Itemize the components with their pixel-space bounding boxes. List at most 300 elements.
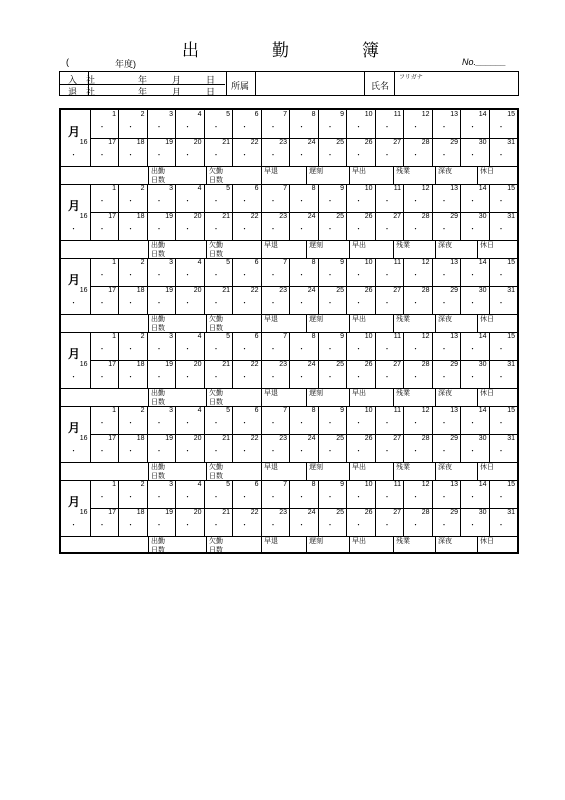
time-dot: ・ (98, 346, 106, 353)
day-number: 15 (507, 481, 515, 488)
grid-line (306, 388, 307, 406)
time-dot: ・ (440, 374, 448, 381)
time-dot: ・ (440, 448, 448, 455)
day-number: 5 (226, 481, 230, 488)
time-dot: ・ (497, 374, 505, 381)
day-number: 21 (222, 287, 230, 294)
time-dot: ・ (326, 448, 334, 455)
join-month-unit: 月 (172, 75, 182, 85)
time-dot: ・ (298, 522, 305, 529)
month-block (61, 332, 517, 406)
grid-line (477, 462, 478, 480)
header-divider (226, 72, 227, 95)
day-number: 24 (307, 509, 316, 516)
day-number: 21 (222, 213, 230, 220)
time-dot: ・ (440, 152, 448, 159)
grid-line (148, 388, 149, 406)
day-number: 22 (250, 139, 259, 146)
day-number: 15 (507, 185, 515, 192)
grid-line (261, 462, 262, 480)
day-number: 14 (478, 481, 487, 488)
time-dot: ・ (98, 272, 106, 279)
day-number: 11 (393, 259, 401, 266)
time-dot: ・ (155, 300, 163, 307)
time-dot: ・ (412, 300, 419, 307)
day-number: 11 (393, 407, 401, 414)
time-dot: ・ (155, 124, 163, 131)
time-dot: ・ (497, 420, 505, 427)
day-number: 3 (169, 407, 173, 414)
time-dot: ・ (98, 448, 106, 455)
day-number: 7 (283, 481, 287, 488)
year-open-paren: ( (66, 57, 69, 67)
time-dot: ・ (184, 374, 191, 381)
total-label: 深夜 (438, 242, 452, 249)
day-number: 2 (140, 407, 145, 414)
total-label: 休日 (480, 242, 494, 249)
time-dot: ・ (412, 522, 419, 529)
time-dot: ・ (155, 198, 163, 205)
grid-line (393, 388, 394, 406)
day-number: 8 (311, 111, 316, 118)
leave-month-unit: 月 (172, 87, 182, 97)
day-number: 31 (507, 287, 515, 294)
time-dot: ・ (440, 226, 448, 233)
time-dot: ・ (269, 494, 277, 501)
day-number: 13 (450, 481, 458, 488)
total-label: 遅刻 (309, 242, 323, 249)
total-label: 休日 (480, 390, 494, 397)
day-number: 16 (79, 435, 88, 442)
time-dot: ・ (383, 226, 391, 233)
time-dot: ・ (155, 494, 163, 501)
join-day-unit: 日 (206, 75, 216, 85)
time-dot: ・ (70, 152, 77, 159)
time-dot: ・ (298, 152, 305, 159)
time-dot: ・ (241, 300, 248, 307)
month-label: 月 (68, 347, 81, 361)
year-label: 年度) (115, 59, 136, 69)
time-dot: ・ (469, 374, 476, 381)
day-number: 11 (393, 185, 401, 192)
day-number: 16 (79, 361, 88, 368)
time-dot: ・ (355, 374, 362, 381)
time-dot: ・ (355, 300, 362, 307)
time-dot: ・ (241, 152, 248, 159)
day-number: 14 (478, 259, 487, 266)
time-dot: ・ (355, 124, 362, 131)
day-number: 26 (364, 435, 373, 442)
day-number: 28 (421, 139, 430, 146)
day-number: 24 (307, 213, 316, 220)
day-number: 6 (254, 481, 259, 488)
time-dot: ・ (383, 152, 391, 159)
time-dot: ・ (70, 226, 77, 233)
day-number: 25 (336, 139, 344, 146)
grid-line (477, 314, 478, 332)
day-number: 2 (140, 333, 145, 340)
time-dot: ・ (269, 448, 277, 455)
total-label: 休日 (480, 168, 494, 175)
day-number: 19 (165, 509, 173, 516)
grid-line (477, 388, 478, 406)
time-dot: ・ (70, 300, 77, 307)
day-number: 13 (450, 111, 458, 118)
day-number: 29 (450, 509, 458, 516)
total-label: 休日 (480, 538, 494, 545)
total-label: 深夜 (438, 390, 452, 397)
total-label: 深夜 (438, 464, 452, 471)
time-dot: ・ (497, 448, 505, 455)
time-dot: ・ (497, 346, 505, 353)
time-dot: ・ (269, 226, 277, 233)
day-number: 31 (507, 435, 515, 442)
month-block (61, 110, 517, 184)
time-dot: ・ (412, 374, 419, 381)
time-dot: ・ (440, 300, 448, 307)
time-dot: ・ (184, 494, 191, 501)
leave-year-unit: 年 (138, 87, 148, 97)
day-number: 1 (112, 111, 116, 118)
total-label: 早出 (352, 168, 366, 175)
time-dot: ・ (355, 198, 362, 205)
total-label: 遅刻 (309, 316, 323, 323)
time-dot: ・ (241, 346, 248, 353)
day-number: 3 (169, 185, 173, 192)
day-number: 12 (421, 111, 430, 118)
total-label: 残業 (396, 242, 410, 249)
day-number: 30 (478, 213, 487, 220)
day-number: 5 (226, 111, 230, 118)
grid-line (349, 166, 350, 184)
time-dot: ・ (155, 374, 163, 381)
time-dot: ・ (469, 494, 476, 501)
day-number: 9 (340, 259, 344, 266)
time-dot: ・ (326, 272, 334, 279)
time-dot: ・ (127, 522, 134, 529)
day-number: 7 (283, 407, 287, 414)
day-number: 19 (165, 213, 173, 220)
time-dot: ・ (184, 152, 191, 159)
day-number: 12 (421, 185, 430, 192)
time-dot: ・ (212, 346, 220, 353)
total-label: 残業 (396, 390, 410, 397)
day-number: 21 (222, 139, 230, 146)
day-number: 16 (79, 139, 88, 146)
day-number: 23 (279, 435, 287, 442)
day-number: 27 (393, 361, 401, 368)
time-dot: ・ (70, 448, 77, 455)
attendance-grid (59, 108, 519, 554)
day-number: 6 (254, 259, 259, 266)
time-dot: ・ (241, 226, 248, 233)
day-number: 6 (254, 333, 259, 340)
leave-day-unit: 日 (206, 87, 216, 97)
name-label: 氏名 (371, 81, 390, 91)
grid-line (477, 240, 478, 258)
day-number: 23 (279, 361, 287, 368)
day-number: 1 (112, 185, 116, 192)
time-dot: ・ (497, 300, 505, 307)
day-number: 12 (421, 333, 430, 340)
day-number: 17 (108, 361, 116, 368)
time-dot: ・ (155, 226, 163, 233)
time-dot: ・ (212, 420, 220, 427)
day-number: 23 (279, 287, 287, 294)
grid-line (349, 536, 350, 554)
day-number: 14 (478, 333, 487, 340)
month-block (61, 406, 517, 480)
month-block (61, 480, 517, 554)
day-number: 19 (165, 287, 173, 294)
day-number: 17 (108, 139, 116, 146)
time-dot: ・ (269, 300, 277, 307)
day-number: 8 (311, 259, 316, 266)
time-dot: ・ (326, 420, 334, 427)
time-dot: ・ (98, 226, 106, 233)
day-number: 4 (197, 259, 202, 266)
time-dot: ・ (497, 272, 505, 279)
page-title: 出 勤 簿 (182, 41, 407, 60)
day-number: 3 (169, 111, 173, 118)
time-dot: ・ (298, 226, 305, 233)
document-number: No.______ (462, 57, 507, 67)
day-number: 10 (364, 185, 373, 192)
total-label: 早退 (264, 168, 278, 175)
grid-line (435, 314, 436, 332)
day-number: 4 (197, 333, 202, 340)
day-number: 24 (307, 139, 316, 146)
day-number: 26 (364, 139, 373, 146)
time-dot: ・ (440, 272, 448, 279)
day-number: 21 (222, 361, 230, 368)
time-dot: ・ (355, 272, 362, 279)
grid-line (148, 240, 149, 258)
time-dot: ・ (212, 152, 220, 159)
time-dot: ・ (383, 494, 391, 501)
grid-line (148, 314, 149, 332)
day-number: 29 (450, 287, 458, 294)
day-number: 23 (279, 213, 287, 220)
day-number: 2 (140, 111, 145, 118)
day-number: 28 (421, 509, 430, 516)
grid-line (393, 240, 394, 258)
time-dot: ・ (269, 272, 277, 279)
day-number: 31 (507, 139, 515, 146)
grid-line (435, 166, 436, 184)
day-number: 20 (193, 509, 202, 516)
total-label: 出勤 日数 (151, 464, 165, 480)
total-label: 欠勤 日数 (209, 538, 223, 554)
time-dot: ・ (412, 272, 419, 279)
day-number: 21 (222, 509, 230, 516)
time-dot: ・ (412, 124, 419, 131)
time-dot: ・ (127, 300, 134, 307)
time-dot: ・ (269, 420, 277, 427)
grid-line (435, 240, 436, 258)
day-number: 5 (226, 185, 230, 192)
header-divider (364, 72, 365, 95)
day-number: 31 (507, 361, 515, 368)
day-number: 12 (421, 481, 430, 488)
grid-line (306, 166, 307, 184)
time-dot: ・ (298, 198, 305, 205)
grid-line (148, 166, 149, 184)
day-number: 31 (507, 509, 515, 516)
month-label: 月 (68, 495, 81, 509)
day-number: 21 (222, 435, 230, 442)
time-dot: ・ (184, 522, 191, 529)
grid-line (349, 314, 350, 332)
time-dot: ・ (269, 522, 277, 529)
time-dot: ・ (98, 152, 106, 159)
time-dot: ・ (241, 448, 248, 455)
join-year-unit: 年 (138, 75, 148, 85)
time-dot: ・ (155, 522, 163, 529)
time-dot: ・ (497, 198, 505, 205)
time-dot: ・ (212, 226, 220, 233)
time-dot: ・ (98, 124, 106, 131)
day-number: 8 (311, 407, 316, 414)
time-dot: ・ (440, 494, 448, 501)
time-dot: ・ (469, 152, 476, 159)
time-dot: ・ (355, 152, 362, 159)
time-dot: ・ (355, 494, 362, 501)
time-dot: ・ (440, 198, 448, 205)
grid-line (206, 388, 207, 406)
day-number: 1 (112, 407, 116, 414)
time-dot: ・ (383, 300, 391, 307)
total-label: 出勤 日数 (151, 168, 165, 184)
total-label: 欠勤 日数 (209, 316, 223, 332)
grid-line (306, 240, 307, 258)
day-number: 24 (307, 435, 316, 442)
time-dot: ・ (469, 300, 476, 307)
time-dot: ・ (70, 522, 77, 529)
day-number: 5 (226, 407, 230, 414)
grid-line (206, 240, 207, 258)
time-dot: ・ (355, 420, 362, 427)
time-dot: ・ (155, 448, 163, 455)
day-number: 30 (478, 287, 487, 294)
total-label: 遅刻 (309, 390, 323, 397)
time-dot: ・ (412, 198, 419, 205)
day-number: 3 (169, 481, 173, 488)
grid-line (306, 314, 307, 332)
day-number: 13 (450, 333, 458, 340)
time-dot: ・ (184, 300, 191, 307)
grid-line (435, 462, 436, 480)
time-dot: ・ (383, 374, 391, 381)
grid-line (261, 240, 262, 258)
leave-label: 退 社 (68, 87, 96, 97)
day-number: 24 (307, 361, 316, 368)
time-dot: ・ (298, 300, 305, 307)
day-number: 4 (197, 407, 202, 414)
day-number: 14 (478, 185, 487, 192)
time-dot: ・ (412, 420, 419, 427)
time-dot: ・ (469, 522, 476, 529)
day-number: 10 (364, 333, 373, 340)
day-number: 10 (364, 111, 373, 118)
total-label: 残業 (396, 168, 410, 175)
time-dot: ・ (383, 346, 391, 353)
time-dot: ・ (469, 226, 476, 233)
time-dot: ・ (269, 346, 277, 353)
day-number: 25 (336, 287, 344, 294)
day-number: 1 (112, 481, 116, 488)
time-dot: ・ (241, 420, 248, 427)
day-number: 23 (279, 509, 287, 516)
time-dot: ・ (184, 346, 191, 353)
time-dot: ・ (127, 420, 134, 427)
day-number: 28 (421, 361, 430, 368)
total-label: 早出 (352, 390, 366, 397)
time-dot: ・ (127, 448, 134, 455)
total-label: 残業 (396, 464, 410, 471)
time-dot: ・ (469, 272, 476, 279)
time-dot: ・ (298, 272, 305, 279)
time-dot: ・ (127, 272, 134, 279)
time-dot: ・ (383, 448, 391, 455)
day-number: 19 (165, 435, 173, 442)
time-dot: ・ (469, 124, 476, 131)
time-dot: ・ (355, 448, 362, 455)
day-number: 29 (450, 213, 458, 220)
time-dot: ・ (440, 124, 448, 131)
day-number: 3 (169, 333, 173, 340)
time-dot: ・ (383, 522, 391, 529)
grid-line (261, 536, 262, 554)
time-dot: ・ (298, 124, 305, 131)
day-number: 15 (507, 111, 515, 118)
header-divider (255, 72, 256, 95)
day-number: 26 (364, 287, 373, 294)
month-label: 月 (68, 421, 81, 435)
total-label: 早退 (264, 242, 278, 249)
day-number: 29 (450, 139, 458, 146)
day-number: 4 (197, 481, 202, 488)
day-number: 18 (136, 435, 145, 442)
day-number: 30 (478, 361, 487, 368)
time-dot: ・ (212, 124, 220, 131)
total-label: 出勤 日数 (151, 242, 165, 258)
total-label: 残業 (396, 538, 410, 545)
time-dot: ・ (212, 198, 220, 205)
time-dot: ・ (326, 374, 334, 381)
time-dot: ・ (241, 494, 248, 501)
time-dot: ・ (355, 346, 362, 353)
time-dot: ・ (298, 448, 305, 455)
day-number: 3 (169, 259, 173, 266)
time-dot: ・ (212, 448, 220, 455)
time-dot: ・ (440, 420, 448, 427)
day-number: 19 (165, 361, 173, 368)
total-label: 欠勤 日数 (209, 242, 223, 258)
day-number: 27 (393, 139, 401, 146)
grid-line (393, 462, 394, 480)
day-number: 14 (478, 407, 487, 414)
time-dot: ・ (412, 448, 419, 455)
time-dot: ・ (269, 124, 277, 131)
day-number: 25 (336, 509, 344, 516)
day-number: 5 (226, 259, 230, 266)
day-number: 10 (364, 481, 373, 488)
day-number: 18 (136, 213, 145, 220)
day-number: 27 (393, 213, 401, 220)
total-label: 早出 (352, 316, 366, 323)
time-dot: ・ (326, 124, 334, 131)
